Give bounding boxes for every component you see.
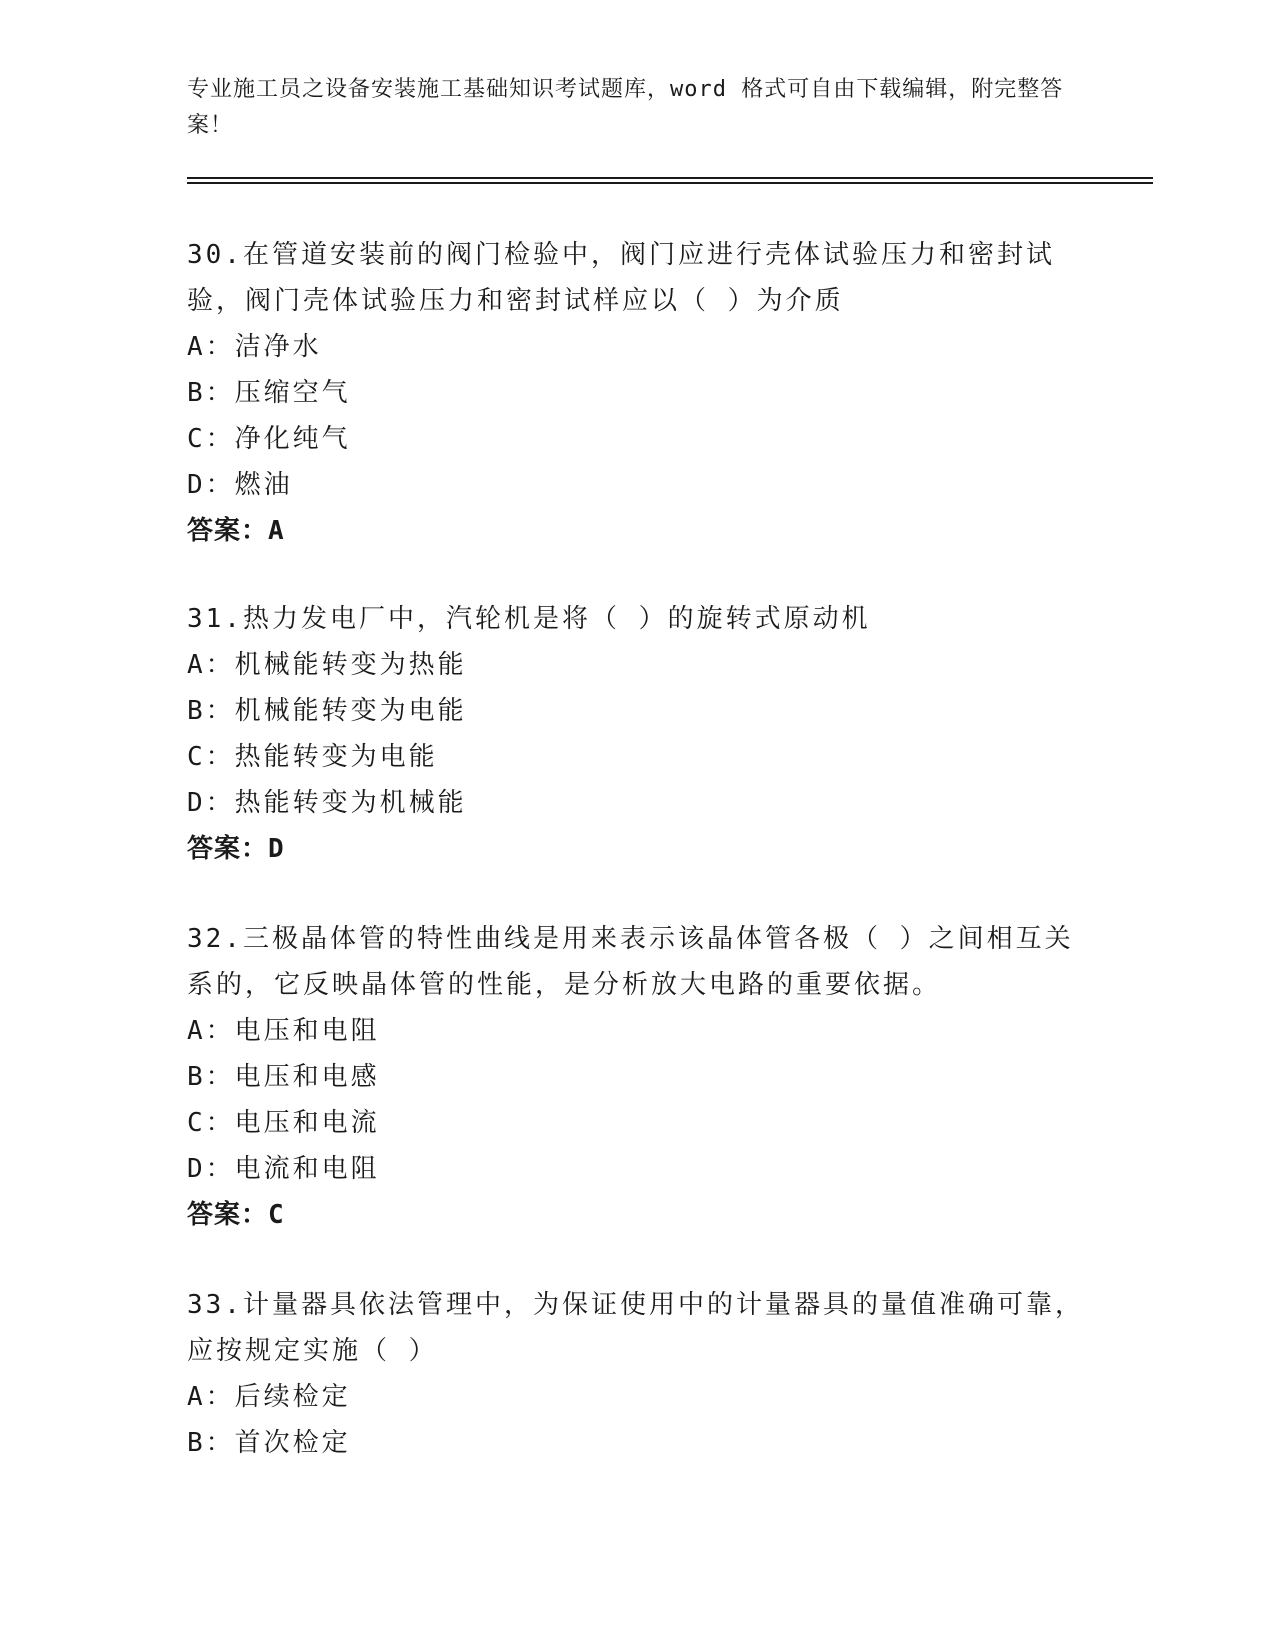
option-b: B：机械能转变为电能 — [187, 696, 467, 726]
option-a: A：洁净水 — [187, 332, 322, 362]
question-31 — [187, 596, 1087, 872]
answer-label: 答案：D — [187, 834, 285, 864]
option-b: B：压缩空气 — [187, 378, 351, 408]
question-30 — [187, 232, 1087, 554]
option-b: B：首次检定 — [187, 1428, 351, 1458]
question-33 — [187, 1282, 1087, 1466]
option-d: D：电流和电阻 — [187, 1154, 380, 1184]
header-divider-bottom — [187, 182, 1153, 184]
question-stem: 33.计量器具依法管理中，为保证使用中的计量器具的量值准确可靠，应按规定实施（ ） — [187, 1290, 1084, 1366]
option-a: A：后续检定 — [187, 1382, 351, 1412]
question-stem: 32.三极晶体管的特性曲线是用来表示该晶体管各极（ ）之间相互关系的，它反映晶体管的性能，是分析放大电路的重要依据。 — [187, 924, 1074, 1000]
header-divider-top — [187, 177, 1153, 179]
question-stem: 31.热力发电厂中，汽轮机是将（ ）的旋转式原动机 — [187, 604, 871, 634]
option-a: A：电压和电阻 — [187, 1016, 380, 1046]
option-c: C：电压和电流 — [187, 1108, 380, 1138]
question-stem: 30.在管道安装前的阀门检验中，阀门应进行壳体试验压力和密封试验，阀门壳体试验压力和密封试样应以（ ）为介质 — [187, 240, 1055, 316]
option-c: C：净化纯气 — [187, 424, 351, 454]
answer-label: 答案：C — [187, 1200, 285, 1230]
option-d: D：热能转变为机械能 — [187, 788, 467, 818]
option-d: D：燃油 — [187, 470, 293, 500]
question-32 — [187, 916, 1087, 1238]
option-b: B：电压和电感 — [187, 1062, 380, 1092]
answer-label: 答案：A — [187, 516, 285, 546]
option-a: A：机械能转变为热能 — [187, 650, 467, 680]
document-header: 专业施工员之设备安装施工基础知识考试题库，word 格式可自由下载编辑，附完整答案！ — [187, 77, 1064, 138]
option-c: C：热能转变为电能 — [187, 742, 438, 772]
